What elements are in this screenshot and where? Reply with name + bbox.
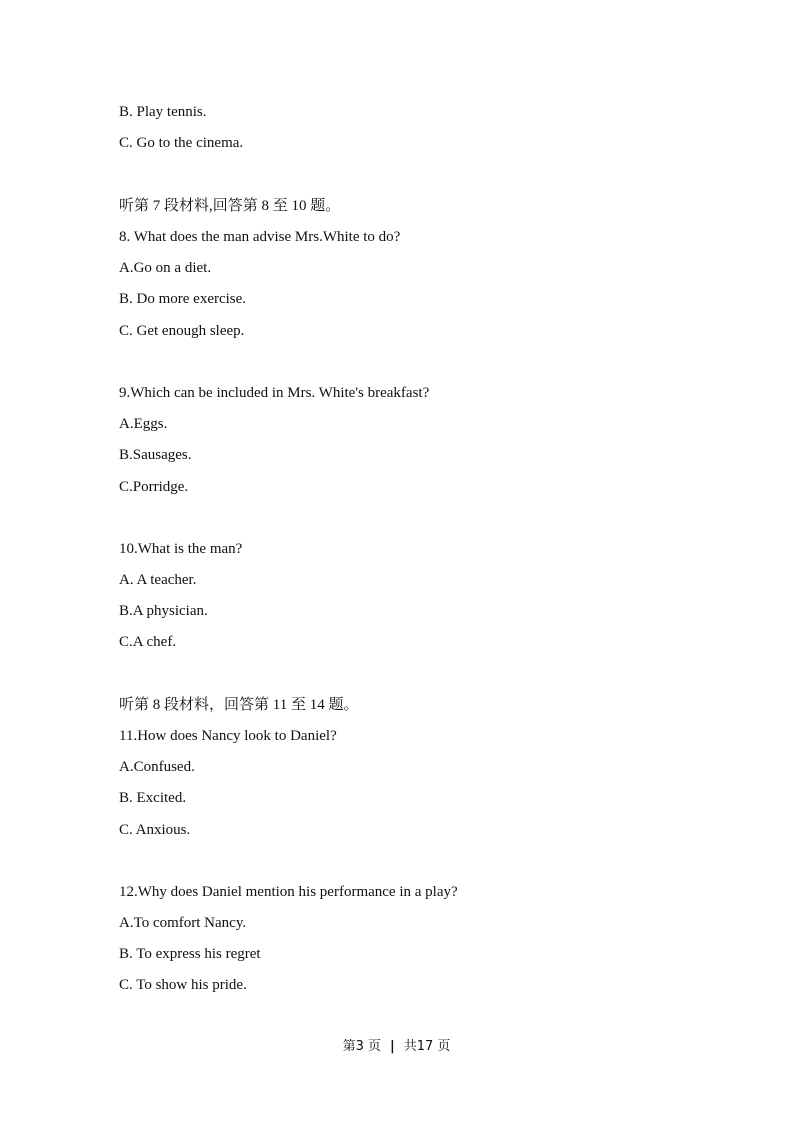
section-heading-material-8: 听第 8 段材料，回答第 11 至 14 题。 (119, 697, 359, 713)
question-9: 9.Which can be included in Mrs. White's breakfast? (119, 385, 430, 401)
page-total: 共17 页 (403, 1039, 451, 1054)
page-footer (0, 1038, 793, 1056)
option-c-cinema: C. Go to the cinema. (119, 135, 244, 151)
question-8-option-b: B. Do more exercise. (119, 291, 247, 307)
question-9-option-a: A.Eggs. (119, 416, 168, 432)
question-12-option-b: B. To express his regret (119, 946, 261, 962)
question-10: 10.What is the man? (119, 541, 243, 557)
question-12-option-a: A.To comfort Nancy. (119, 915, 247, 931)
question-11-option-c: C. Anxious. (119, 822, 191, 838)
question-8: 8. What does the man advise Mrs.White to do? (119, 229, 401, 245)
question-8-option-a: A.Go on a diet. (119, 260, 212, 276)
question-11-option-a: A.Confused. (119, 759, 195, 775)
footer-separator: | (389, 1039, 395, 1054)
question-12-option-c: C. To show his pride. (119, 977, 247, 993)
question-9-option-c: C.Porridge. (119, 479, 189, 495)
question-8-option-c: C. Get enough sleep. (119, 323, 245, 339)
question-9-option-b: B.Sausages. (119, 447, 192, 463)
page-number: 第3 页 (342, 1039, 381, 1054)
question-11-option-b: B. Excited. (119, 790, 187, 806)
question-10-option-c: C.A chef. (119, 634, 177, 650)
question-11: 11.How does Nancy look to Daniel? (119, 728, 337, 744)
question-10-option-b: B.A physician. (119, 603, 208, 619)
option-b-play-tennis: B. Play tennis. (119, 104, 207, 120)
question-12: 12.Why does Daniel mention his performance in a play? (119, 884, 458, 900)
question-10-option-a: A. A teacher. (119, 572, 197, 588)
section-heading-material-7: 听第 7 段材料,回答第 8 至 10 题。 (119, 198, 341, 214)
